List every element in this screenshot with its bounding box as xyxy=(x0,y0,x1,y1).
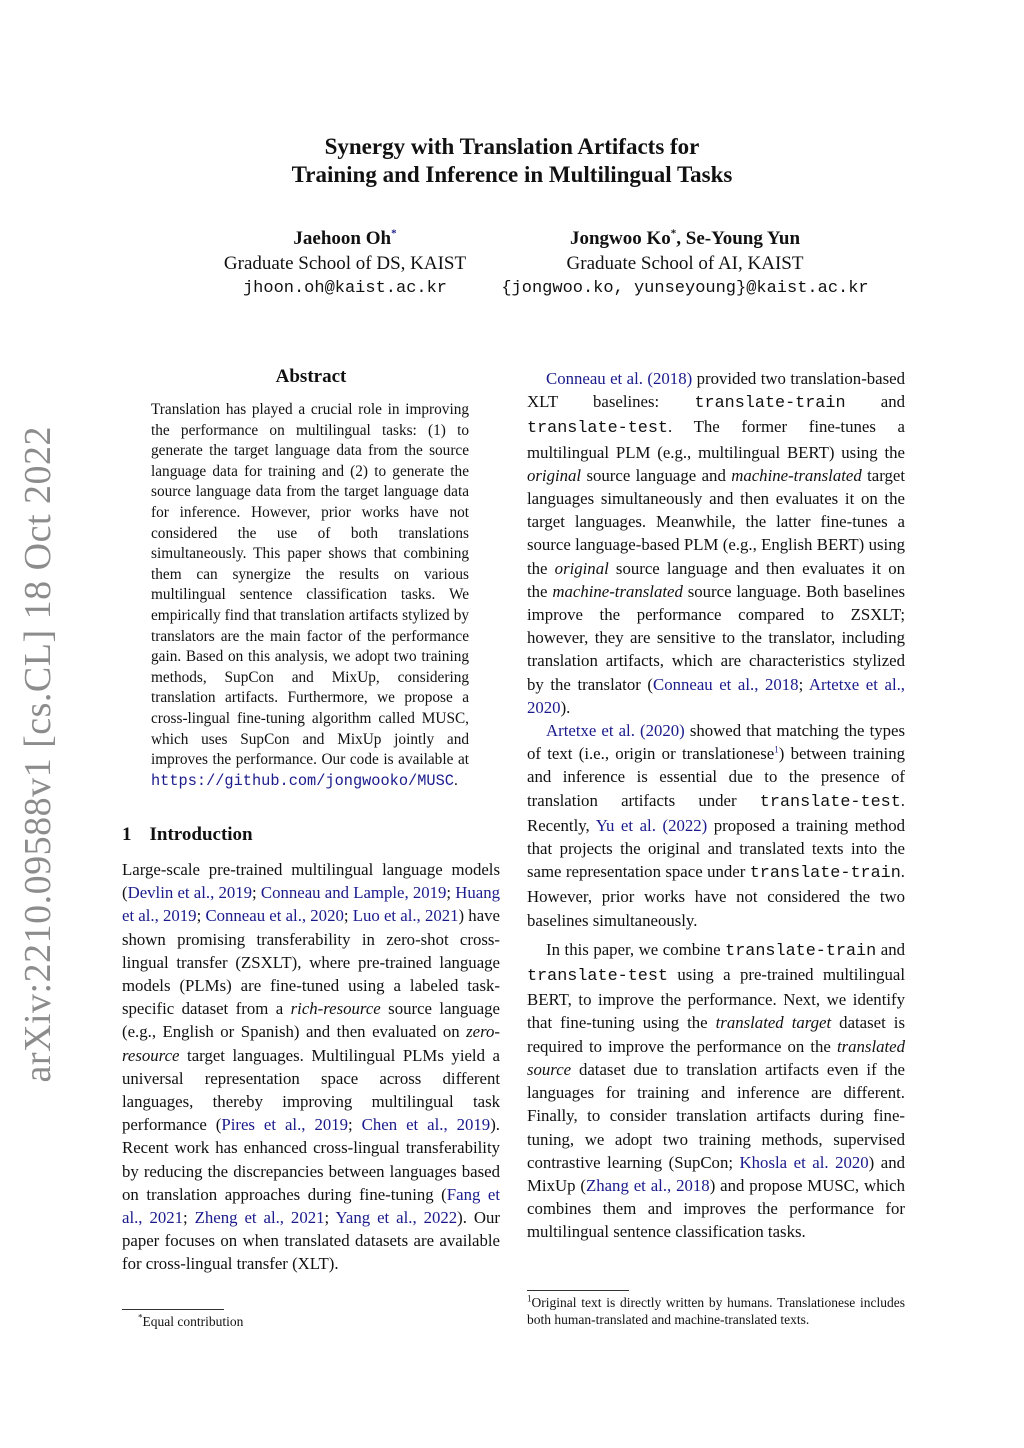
citation-link[interactable]: Huang et al., 2019 xyxy=(122,883,501,926)
abstract-heading: Abstract xyxy=(275,366,347,387)
citation-link[interactable]: Zhang et al., 2018 xyxy=(585,1175,710,1195)
footnote-equal-contribution: *Equal contribution xyxy=(138,1312,244,1329)
citation-link[interactable]: Khosla et al. 2020 xyxy=(739,1152,869,1172)
citation-link[interactable]: Pires et al., 2019 xyxy=(221,1115,349,1135)
citation-link[interactable]: Artetxe et al. (2020) xyxy=(546,721,685,741)
footnote-divider xyxy=(122,1309,224,1310)
citation-link[interactable]: Conneau et al., 2020 xyxy=(205,906,344,926)
right-column-body xyxy=(527,367,905,1244)
section-heading-introduction: 1 Introduction xyxy=(122,824,253,845)
citation-link[interactable]: Yu et al. (2022) xyxy=(595,815,708,835)
author-email: jhoon.oh@kaist.ac.kr xyxy=(242,279,448,298)
equal-contribution-mark[interactable]: * xyxy=(391,227,397,240)
paragraph: Artetxe et al. (2020) showed that matching the types of text (i.e., origin or translationese$^1$) between training and inference is essential due to the presence of translation artifacts under translate-test. Recently, Yu et al. (2022) proposed a training method that projects the original and translated texts into the same representation space under translate-train. However, prior works have not considered the two baselines simultaneously. xyxy=(527,721,906,930)
footnote-1: $^1$Original text is directly written by humans. Translationese includes both human-translated and machine-translated texts. xyxy=(527,1293,905,1327)
citation-link[interactable]: Chen et al., 2019 xyxy=(361,1115,491,1135)
author-block-2 xyxy=(490,226,880,301)
arxiv-identifier xyxy=(12,425,64,1083)
citation-link[interactable]: Yang et al., 2022 xyxy=(335,1208,458,1228)
citation-link[interactable]: Conneau and Lample, 2019 xyxy=(260,883,447,903)
author-affiliation: Graduate School of AI, KAIST xyxy=(566,253,804,274)
footnote-marker[interactable]: 1 xyxy=(774,744,779,755)
abstract-body: Translation has played a crucial role in improving the performance on multilingual tasks: (1) to generate the target language data from the source language data for training and (2) to generate the source language data from the target language data for inference. However, prior works have not considered the use of both translations simultaneously. This paper shows that combining them can synergize the results on various multilingual sentence classification tasks. We empirically find that translation artifacts stylized by translators are the main factor of the performance gain. Based on this analysis, we adopt two training methods, SupCon and MixUp, considering translation artifacts. Furthermore, we propose a cross-lingual fine-tuning algorithm called MUSC, which uses SupCon and MixUp jointly and improves the performance. Our code is available at https://github.com/jongwooko/MUSC. xyxy=(151,401,469,790)
arxiv-identifier-text: arXiv:2210.09588v1 [cs.CL] 18 Oct 2022 xyxy=(17,425,59,1083)
paragraph: Conneau et al. (2018) provided two translation-based XLT baselines: translate-train and translate-test. The former fine-tunes a multilingual PLM (e.g., multilingual BERT) using the original source language and machine-translated target languages simultaneously and then evaluates it on the target languages. Meanwhile, the latter fine-tunes a source language-based PLM (e.g., English BERT) using the original source language and then evaluates it on the machine-translated source language. Both baselines improve the performance compared to ZSXLT; however, they are sensitive to the translator, including translation artifacts, which are characteristics stylized by the translator (Conneau et al., 2018; Artetxe et al., 2020). xyxy=(527,369,905,717)
author-block-1 xyxy=(200,226,490,301)
paragraph: In this paper, we combine translate-train and translate-test using a pre-trained multilingual BERT, to improve the performance. Next, we identify that fine-tuning using the translated target dataset is required to improve the performance on the translated source dataset due to translation artifacts even if the languages for training and inference are different. Finally, to consider translation artifacts during fine-tuning, we adopt two training methods, supervised contrastive learning (SupCon; Khosla et al. 2020) and MixUp (Zhang et al., 2018) and propose MUSC, which combines them and improves the performance for multilingual sentence classification tasks. xyxy=(527,939,906,1242)
equal-contribution-mark: * xyxy=(670,227,677,240)
citation-link[interactable]: Artetxe et al., 2020 xyxy=(527,674,905,717)
paragraph: Large-scale pre-trained multilingual language models (Devlin et al., 2019; Conneau and Lample, 2019; Huang et al., 2019; Conneau et al., 2020; Luo et al., 2021) have shown promising transferability in zero-shot cross-lingual transfer (ZSXLT), where pre-trained language models (PLMs) are fine-tuned using a labeled task-specific dataset from a rich-resource source language (e.g., English or Spanish) and then evaluated on zero-resource target languages. Multilingual PLMs yield a universal representation space across different languages, thereby improving multilingual task performance (Pires et al., 2019; Chen et al., 2019). Recent work has enhanced cross-lingual transferability by reducing the discrepancies between languages based on translation approaches during fine-tuning (Fang et al., 2021; Zheng et al., 2021; Yang et al., 2022). Our paper focuses on when translated datasets are available for cross-lingual transfer (XLT). xyxy=(122,860,501,1274)
citation-link[interactable]: Devlin et al., 2019 xyxy=(127,883,253,903)
code-repository-link[interactable]: https://github.com/jongwooko/MUSC xyxy=(151,771,454,790)
author-name: Jongwoo Ko*, Se-Young Yun xyxy=(569,227,801,249)
citation-link[interactable]: Luo et al., 2021 xyxy=(352,906,459,926)
author-affiliation: Graduate School of DS, KAIST xyxy=(223,253,467,274)
author-name: Jaehoon Oh* xyxy=(293,227,397,249)
citation-link[interactable]: Conneau et al., 2018 xyxy=(653,674,799,694)
author-email: {jongwoo.ko, yunseyoung}@kaist.ac.kr xyxy=(501,279,869,298)
citation-link[interactable]: Conneau et al. (2018) xyxy=(546,369,693,388)
citation-link[interactable]: Zheng et al., 2021 xyxy=(194,1208,325,1228)
footnote-divider xyxy=(527,1290,629,1291)
citation-link[interactable]: Fang et al., 2021 xyxy=(122,1184,500,1228)
introduction-body xyxy=(122,858,500,1276)
paper-title xyxy=(0,133,1024,189)
title-line-1: Synergy with Translation Artifacts for xyxy=(324,134,700,159)
title-line-2: Training and Inference in Multilingual Tasks xyxy=(291,162,733,187)
